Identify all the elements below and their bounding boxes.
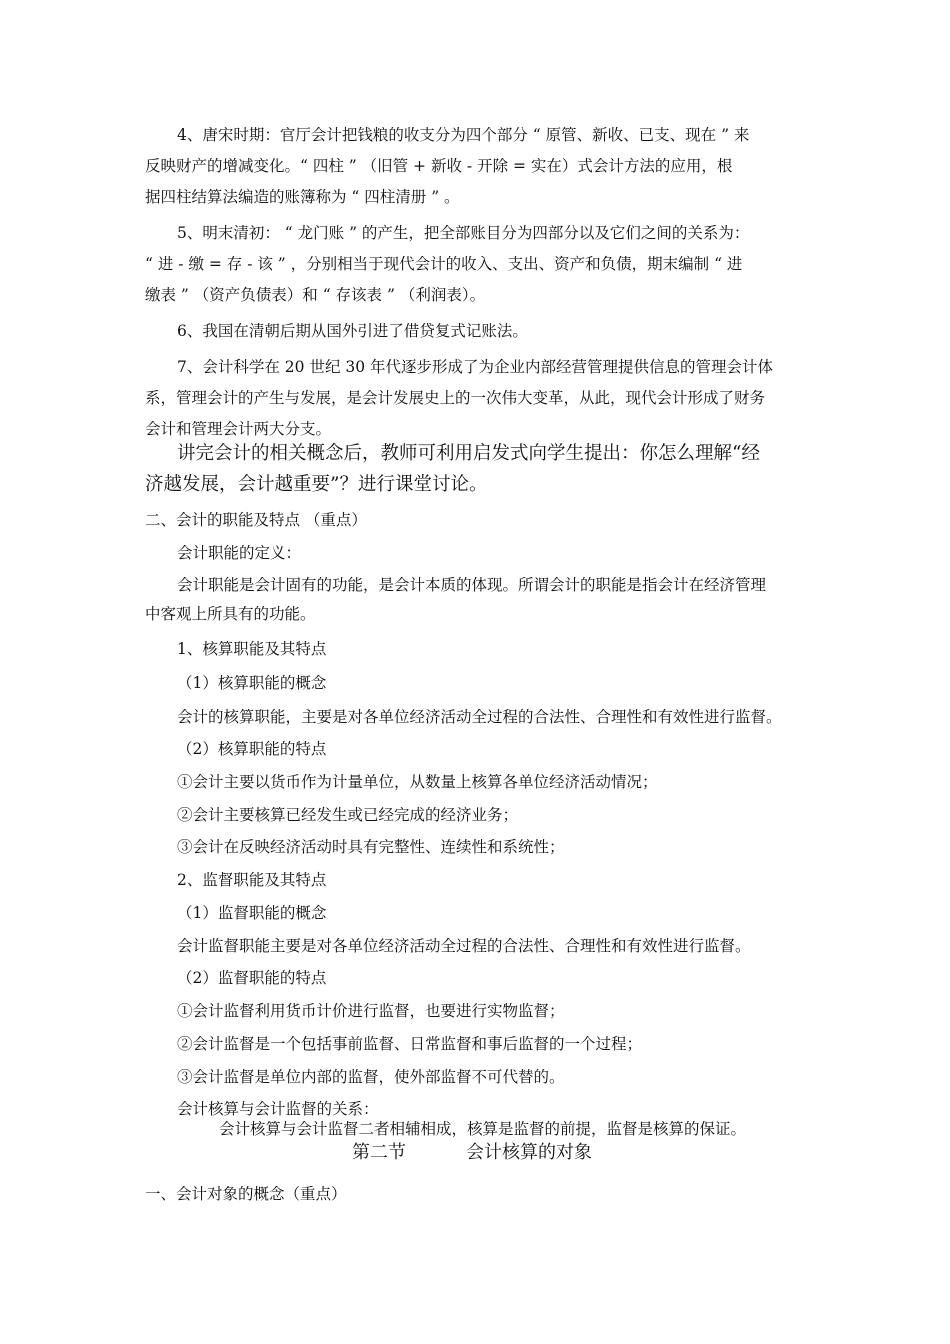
paragraph-line: 6、我国在清朝后期从国外引进了借贷复式记账法。 <box>177 322 528 340</box>
list-item: ③会计在反映经济活动时具有完整性、连续性和系统性； <box>177 838 565 856</box>
paragraph-line: 会计监督职能主要是对各单位经济活动全过程的合法性、合理性和有效性进行监督。 <box>177 937 751 955</box>
list-item: （1）监督职能的概念 <box>177 904 327 922</box>
paragraph-line: 4、唐宋时期：官厅会计把钱粮的收支分为四个部分 “ 原管、新收、已支、现在 ” 来 <box>177 126 750 144</box>
paragraph-line: 会计和管理会计两大分支。 <box>145 420 332 438</box>
discussion-line: 济越发展，会计越重要”？进行课堂讨论。 <box>145 474 488 495</box>
paragraph-line: “ 进 - 缴 = 存 - 该 ” ，分别相当于现代会计的收入、支出、资产和负债，期末编制 “ 进 <box>145 255 743 273</box>
paragraph-line: 会计核算与会计监督的关系： <box>177 1100 379 1118</box>
paragraph-line: 会计的核算职能，主要是对各单位经济活动全过程的合法性、合理性和有效性进行监督。 <box>177 708 782 726</box>
paragraph-line: 5、明末清初： “ 龙门账 ” 的产生，把全部账目分为四部分以及它们之间的关系为： <box>177 224 750 242</box>
list-item: ①会计主要以货币作为计量单位，从数量上核算各单位经济活动情况； <box>177 773 658 791</box>
paragraph-line: 中客观上所具有的功能。 <box>145 605 316 623</box>
list-item: ③会计监督是单位内部的监督，使外部监督不可代替的。 <box>177 1068 565 1086</box>
paragraph-line: 会计职能是会计固有的功能，是会计本质的体现。所谓会计的职能是指会计在经济管理 <box>177 576 767 594</box>
paragraph-line: 缴表 ” （资产负债表）和 “ 存该表 ” （利润表）。 <box>145 286 486 304</box>
discussion-line: 讲完会计的相关概念后，教师可利用启发式向学生提出：你怎么理解“经 <box>177 443 760 464</box>
section-subheading: 二、会计的职能及特点 （重点） <box>145 511 367 529</box>
section-number: 第二节 <box>352 1142 406 1163</box>
paragraph-line: 会计职能的定义： <box>177 544 302 562</box>
list-item: 1、核算职能及其特点 <box>177 640 327 658</box>
paragraph-line: 会计核算与会计监督二者相辅相成，核算是监督的前提，监督是核算的保证。 <box>219 1120 747 1138</box>
section-subheading: 一、会计对象的概念（重点） <box>145 1185 347 1203</box>
list-item: 2、监督职能及其特点 <box>177 871 327 889</box>
list-item: ①会计监督利用货币计价进行监督，也要进行实物监督； <box>177 1002 565 1020</box>
list-item: ②会计主要核算已经发生或已经完成的经济业务； <box>177 806 519 824</box>
list-item: （2）核算职能的特点 <box>177 740 327 758</box>
section-title: 会计核算的对象 <box>466 1142 592 1163</box>
paragraph-line: 系，管理会计的产生与发展，是会计发展史上的一次伟大变革，从此，现代会计形成了财务 <box>145 389 766 407</box>
list-item: ②会计监督是一个包括事前监督、日常监督和事后监督的一个过程； <box>177 1035 643 1053</box>
paragraph-line: 据四柱结算法编造的账簿称为 “ 四柱清册 ” 。 <box>145 188 460 206</box>
list-item: （2）监督职能的特点 <box>177 969 327 987</box>
paragraph-line: 7、会计科学在 20 世纪 30 年代逐步形成了为企业内部经营管理提供信息的管理会计体 <box>177 358 774 376</box>
list-item: （1）核算职能的概念 <box>177 674 327 692</box>
paragraph-line: 反映财产的增减变化。“ 四柱 ” （旧管 + 新收 - 开除 = 实在）式会计方法的应用，根 <box>145 157 733 175</box>
